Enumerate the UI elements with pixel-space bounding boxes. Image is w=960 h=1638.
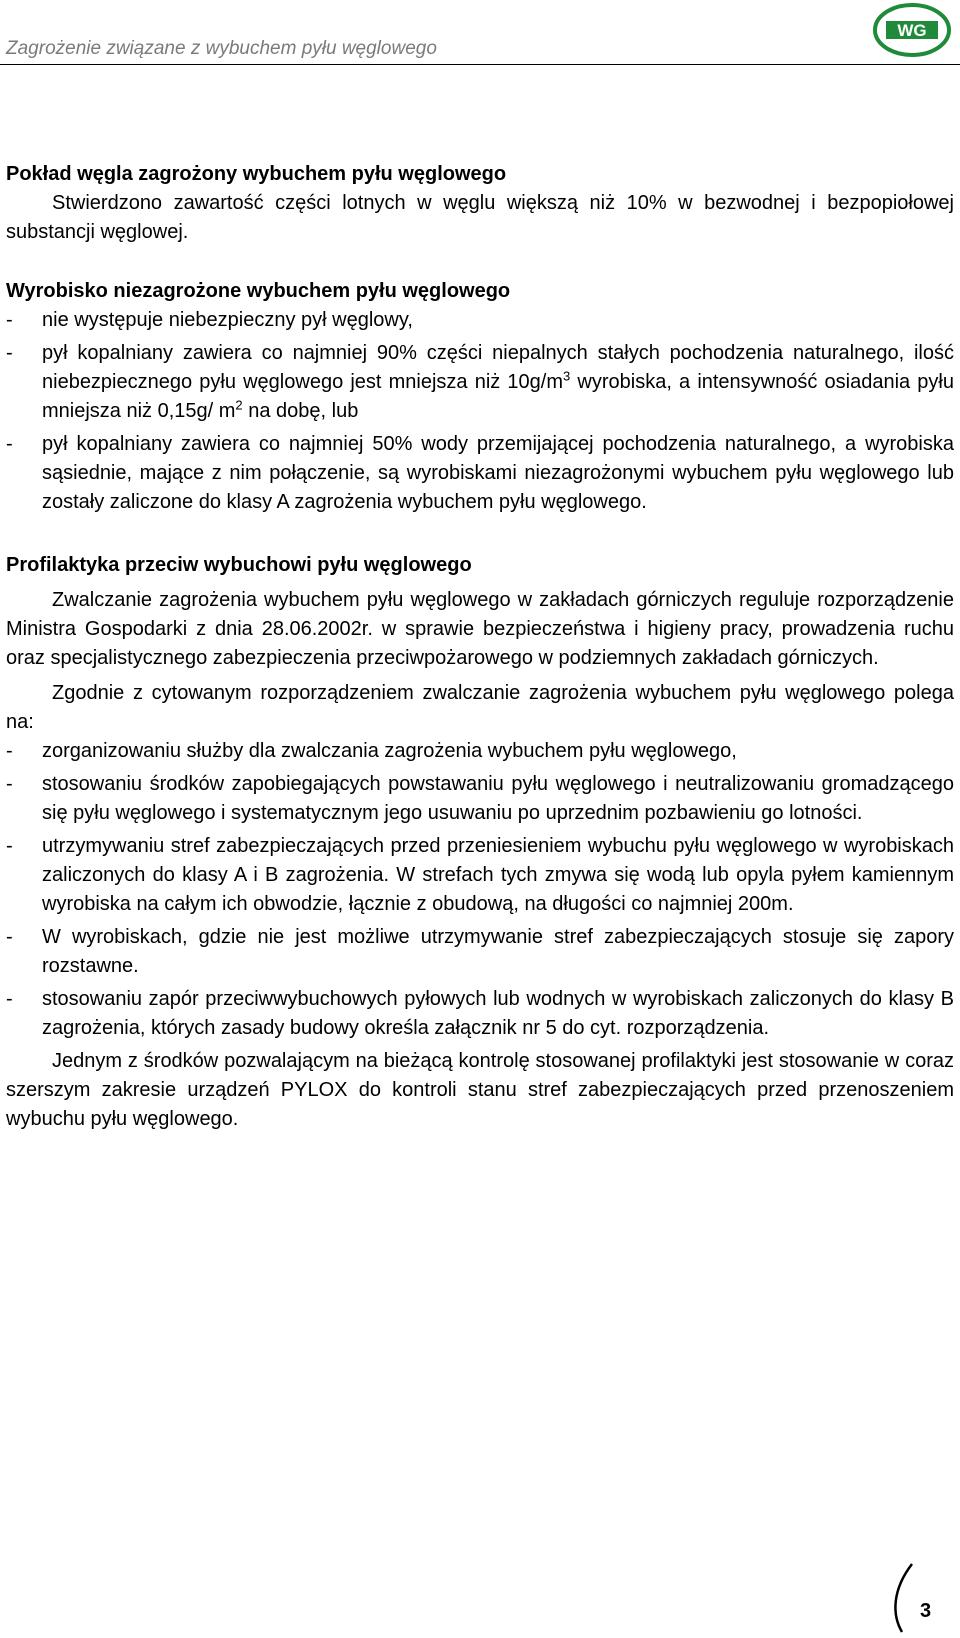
list-item-text: stosowaniu zapór przeciwwybuchowych pyłowych lub wodnych w wyrobiskach zaliczonych do klasy B zagrożenia, których zasady budowy określa załącznik nr 5 do cyt. rozporządzenia.	[42, 988, 954, 1039]
prevention-paragraph-2: Zgodnie z cytowanym rozporządzeniem zwalczanie zagrożenia wybuchem pyłu węglowego polega na:	[6, 682, 954, 733]
document-body	[6, 160, 954, 1134]
list-item	[6, 923, 954, 981]
list-item-text: zorganizowaniu służby dla zwalczania zagrożenia wybuchem pyłu węglowego,	[42, 740, 737, 762]
dash-bullet: -	[6, 740, 13, 762]
list-item	[6, 832, 954, 919]
page-header	[0, 0, 960, 66]
list-item	[6, 985, 954, 1043]
list-item	[6, 737, 954, 766]
non-hazard-list	[6, 306, 954, 517]
spacer	[6, 521, 954, 551]
dash-bullet: -	[6, 309, 13, 331]
list-item-text: wyrobiska, a intensywność osiadania pyłu mniejsza niż 0,15g/ m	[42, 371, 954, 422]
page-corner-decoration	[884, 1560, 954, 1634]
list-item-text: nie występuje niebezpieczny pył węglowy,	[42, 309, 413, 331]
dash-bullet: -	[6, 926, 13, 948]
prevention-paragraph-1: Zwalczanie zagrożenia wybuchem pyłu węglowego w zakładach górniczych reguluje rozporządzenie Ministra Gospodarki z dnia 28.06.2002r. w sprawie bezpieczeństwa i higieny pracy, prowadzenia ruchu oraz specjalistycznego zabezpieczenia przeciwpożarowego w podziemnych zakładach górniczych.	[6, 589, 954, 669]
dash-bullet: -	[6, 773, 13, 795]
list-item	[6, 339, 954, 426]
spacer	[6, 247, 954, 277]
list-item-text: stosowaniu środków zapobiegających powstawaniu pyłu węglowego i neutralizowaniu gromadzącego się pyłu węglowego i systematycznym jego usuwaniu po uprzednim pozbawieniu go lotności.	[42, 773, 954, 824]
list-item	[6, 430, 954, 517]
list-item-text: utrzymywaniu stref zabezpieczających przed przeniesieniem wybuchu pyłu węglowego w wyrobiskach zaliczonych do klasy A i B zagrożenia. W strefach tych zmywa się wodą lub opyla pyłem kamiennym wyrobiska na całym ich obwodzie, łącznie z obudową, na długości co najmniej 200m.	[42, 835, 954, 915]
list-item-text: pył kopalniany zawiera co najmniej 50% wody przemijającej pochodzenia naturalnego, a wyrobiska sąsiednie, mające z nim połączenie, są wyrobiskami niezagrożonymi wybuchem pyłu węglowego lub zostały zaliczone do klasy A zagrożenia wybuchem pyłu węglowego.	[42, 433, 954, 513]
section-heading-coal-seam: Pokład węgla zagrożony wybuchem pyłu węglowego	[6, 163, 507, 185]
section-heading-prevention: Profilaktyka przeciw wybuchowi pyłu węglowego	[6, 554, 472, 576]
prevention-paragraph-3: Jednym z środków pozwalającym na bieżącą kontrolę stosowanej profilaktyki jest stosowanie w coraz szerszym zakresie urządzeń PYLOX do kontroli stanu stref zabezpieczających przed przenoszeniem wybuchu pyłu węglowego.	[6, 1050, 954, 1130]
dash-bullet: -	[6, 835, 13, 857]
superscript: 2	[235, 397, 243, 413]
dash-bullet: -	[6, 433, 13, 455]
dash-bullet: -	[6, 342, 13, 364]
prevention-list	[6, 737, 954, 1043]
logo-text: WG	[897, 21, 927, 40]
section-heading-non-hazard: Wyrobisko niezagrożone wybuchem pyłu węglowego	[6, 280, 511, 302]
list-item-text: na dobę, lub	[242, 400, 359, 422]
list-item	[6, 306, 954, 335]
section-text-coal-seam: Stwierdzono zawartość części lotnych w węglu większą niż 10% w bezwodnej i bezpopiołowej substancji węglowej.	[6, 192, 954, 243]
list-item	[6, 770, 954, 828]
header-title: Zagrożenie związane z wybuchem pyłu węglowego	[6, 38, 437, 59]
superscript: 3	[563, 368, 571, 384]
list-item-text: pył kopalniany zawiera co najmniej 90% części niepalnych stałych pochodzenia naturalnego, ilość niebezpiecznego pyłu węglowego jest mniejsza niż 10g/m	[42, 342, 954, 393]
header-divider	[0, 64, 960, 65]
list-item-text: W wyrobiskach, gdzie nie jest możliwe utrzymywanie stref zabezpieczających stosuje się zapory rozstawne.	[42, 926, 954, 977]
dash-bullet: -	[6, 988, 13, 1010]
company-logo	[872, 2, 952, 58]
page-number: 3	[920, 1600, 932, 1622]
